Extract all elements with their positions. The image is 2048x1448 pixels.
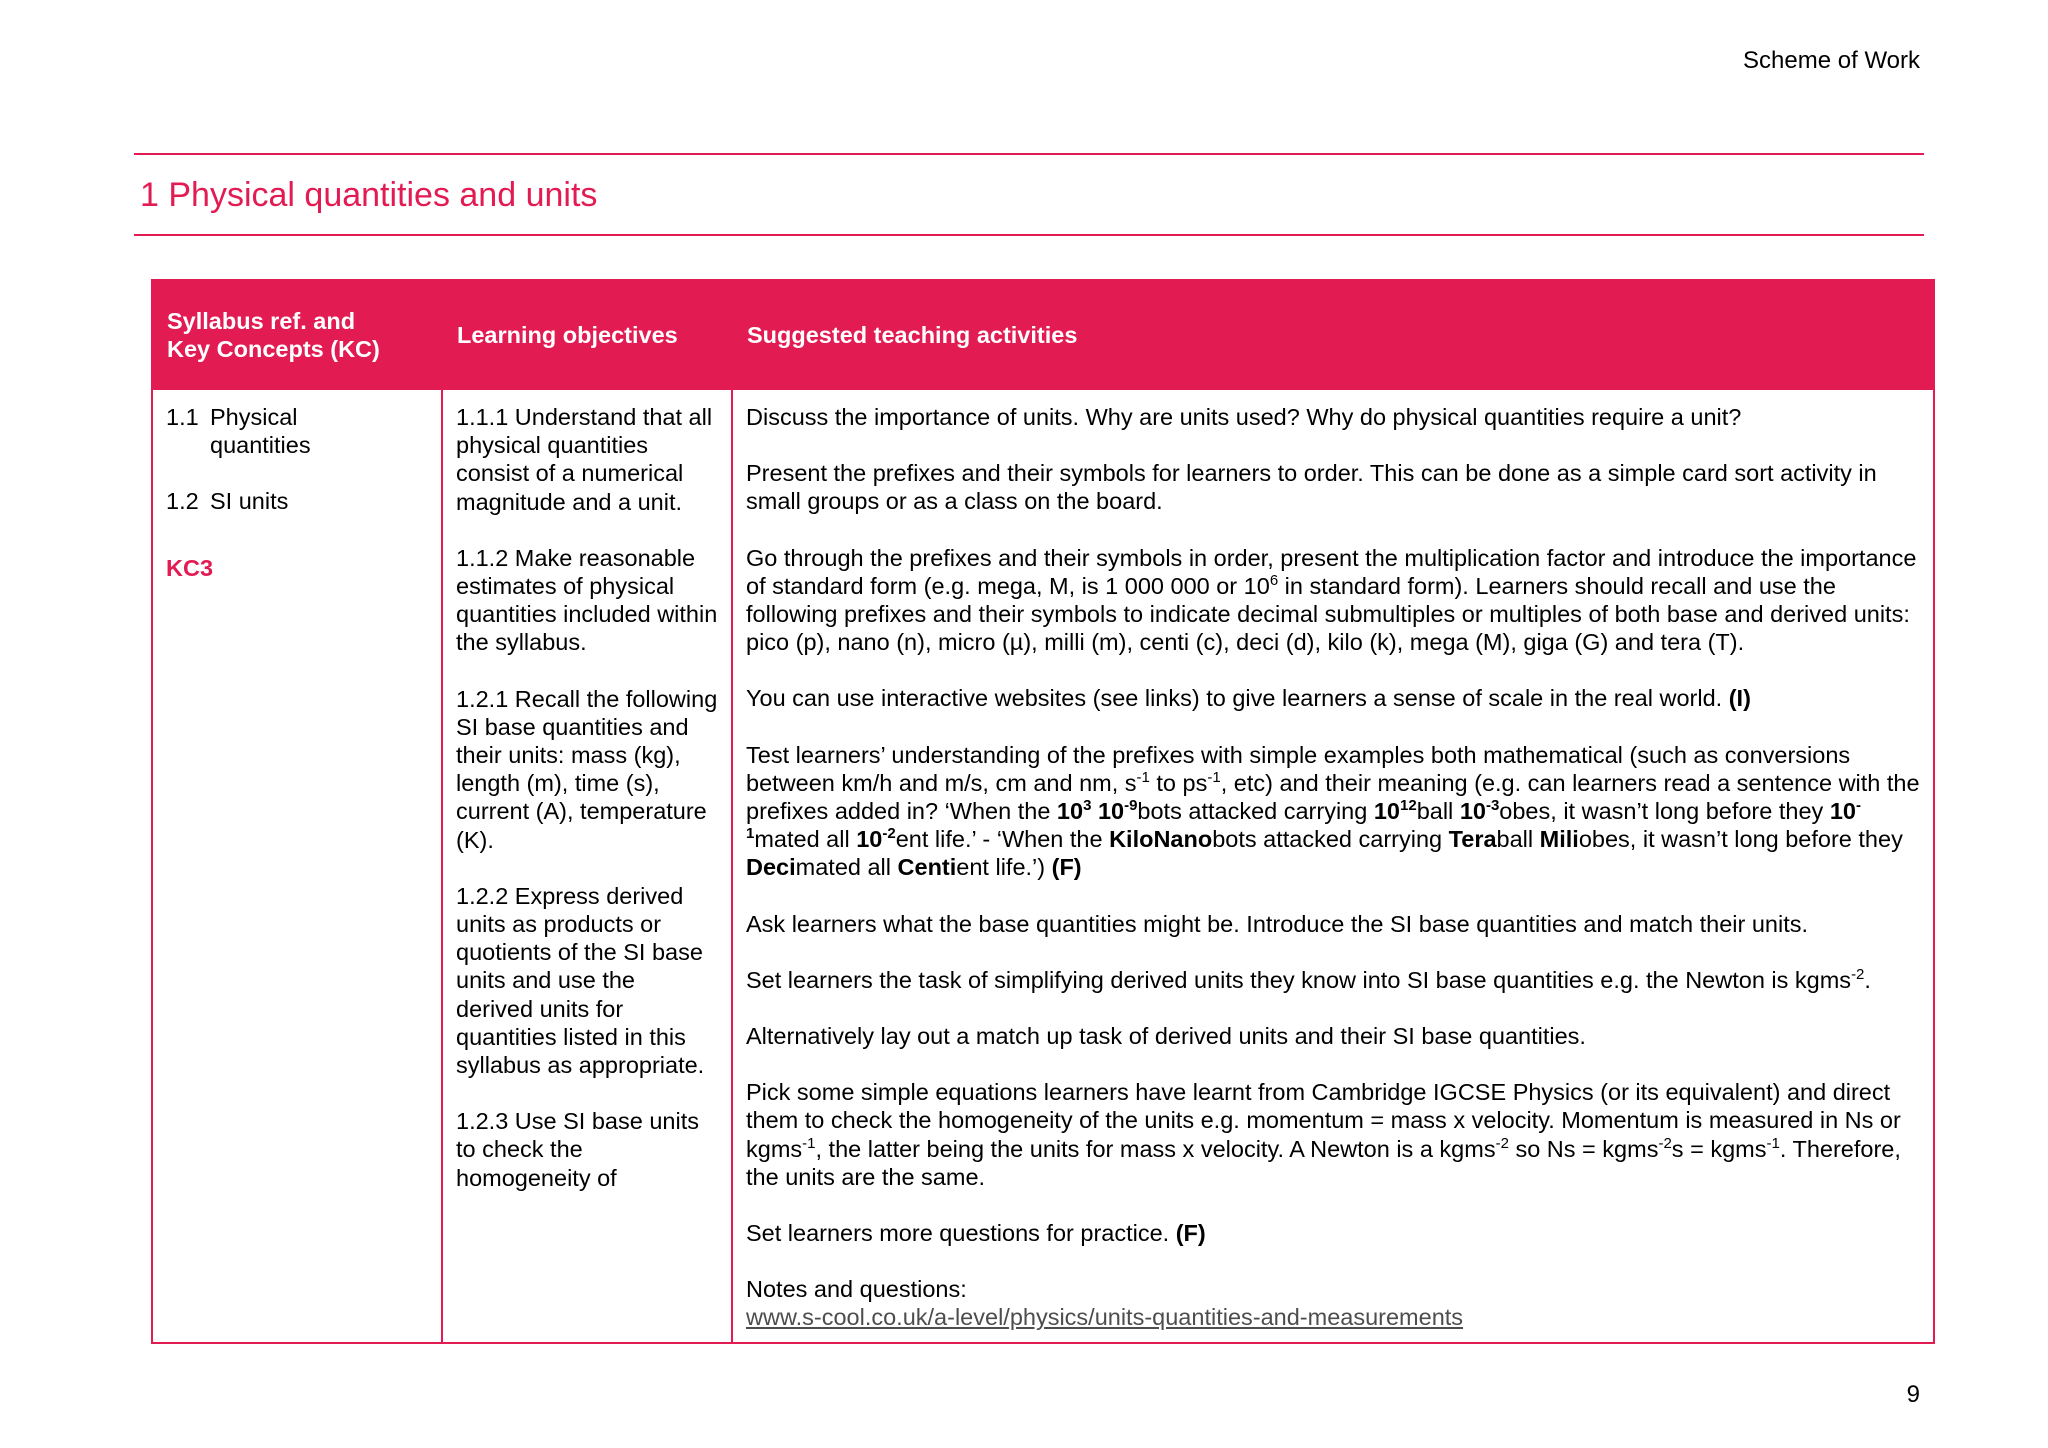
objective-item: 1.1.2 Make reasonable estimates of physical quantities included within the syllabus. (456, 544, 718, 656)
header-syllabus-ref (152, 280, 442, 389)
top-divider (134, 153, 1924, 155)
section-title: 1 Physical quantities and units (140, 176, 598, 214)
objective-item: 1.2.3 Use SI base units to check the homogeneity of (456, 1108, 699, 1191)
key-concept-code: KC3 (166, 554, 214, 581)
activities-cell (732, 389, 1934, 1343)
activity-tag: (F) (1051, 854, 1082, 881)
activity-paragraph: Test learners’ understanding of the prefixes with simple examples both mathematical (such as conversions between km/h and m/s, cm and nm, $s^{-1}$ to $ps^{-1}$, etc) and their meaning (e.g. can learners read a sentence with the prefixes added in? ‘When the $10^3$ $10^{-9}bots$ attacked carrying $10^{12}ball$ $10^{-3}obes$, it wasn’t long before they $10^{-1}mated$ all $10^{-2}ent$ life.’ - ‘When the KiloNanobots attacked carrying Teraball Miliobes, it wasn’t long before they Decimated all Centient life.’) (F) (746, 741, 1920, 881)
objectives-cell (442, 389, 732, 1343)
scheme-of-work-table (151, 279, 1935, 1344)
notes-label: Notes and questions: (746, 1276, 967, 1303)
activity-paragraph: Go through the prefixes and their symbols in order, present the multiplication factor and introduce the importance of standard form (e.g. mega, M, is 1 000 000 or $10^6$ in standard form). Learners should recall and use the following prefixes and their symbols to indicate decimal submultiples or multiples of both base and derived units: pico (p), nano (n), micro (µ), milli (m), centi (c), deci (d), kilo (k), mega (M), giga (G) and tera (T). (746, 544, 1917, 656)
notes-link[interactable]: www.s-cool.co.uk/a-level/physics/units-quantities-and-measurements (746, 1304, 1464, 1331)
objective-item: 1.2.1 Recall the following SI base quantities and their units: mass (kg), length (m), time (s), current (A), temperature (K). (456, 685, 718, 853)
syllabus-cell (152, 389, 442, 1343)
activity-paragraph: Set learners more questions for practice. (F) (746, 1220, 1206, 1247)
activity-paragraph: You can use interactive websites (see links) to give learners a sense of scale in the real world. (I) (746, 685, 1751, 712)
document-label: Scheme of Work (1743, 47, 1920, 74)
header-syllabus-line1: Syllabus ref. and (167, 307, 356, 334)
notes-paragraph (746, 1275, 1920, 1331)
syllabus-item-number: 1.1 (166, 404, 199, 430)
activity-tag: (F) (1175, 1220, 1206, 1247)
objective-item: 1.1.1 Understand that all physical quantities consist of a numerical magnitude and a unit. (456, 404, 713, 515)
activity-paragraph: Present the prefixes and their symbols for learners to order. This can be done as a simple card sort activity in small groups or as a class on the board. (746, 460, 1877, 515)
activity-paragraph: Set learners the task of simplifying derived units they know into SI base quantities e.g. the Newton is kgms$^{-2}$. (746, 966, 1871, 993)
syllabus-item-label: SI units (210, 488, 289, 515)
syllabus-item (166, 487, 428, 515)
activity-paragraph: Pick some simple equations learners have learnt from Cambridge IGCSE Physics (or its equivalent) and direct them to check the homogeneity of the units e.g. momentum = mass x velocity. Momentum is measured in Ns or kgms$^{-1}$, the latter being the units for mass x velocity. A Newton is a kgms$^{-2}$ so Ns = kgms$^{-2}$s = kgms$^{-1}$. Therefore, the units are the same. (746, 1079, 1901, 1190)
syllabus-item-label-line2: quantities (210, 432, 311, 459)
syllabus-item (166, 403, 428, 459)
objective-item: 1.2.2 Express derived units as products or quotients of the SI base units and use the derived units for quantities listed in this syllabus as appropriate. (456, 882, 705, 1079)
header-syllabus-line2: Key Concepts (KC) (167, 335, 380, 362)
bottom-divider (134, 234, 1924, 236)
table-row (152, 389, 1934, 1343)
syllabus-item-number: 1.2 (166, 488, 199, 515)
activity-paragraph: Alternatively lay out a match up task of derived units and their SI base quantities. (746, 1023, 1586, 1050)
table-header-row (152, 280, 1934, 389)
page-number: 9 (1906, 1381, 1920, 1408)
header-learning-objectives: Learning objectives (442, 280, 732, 389)
header-teaching-activities: Suggested teaching activities (732, 280, 1934, 389)
activity-tag: (I) (1728, 685, 1751, 712)
activity-paragraph: Discuss the importance of units. Why are units used? Why do physical quantities require a unit? (746, 404, 1742, 430)
syllabus-item-label-line1: Physical (210, 404, 298, 430)
syllabus-item-label (210, 403, 311, 459)
activity-paragraph: Ask learners what the base quantities might be. Introduce the SI base quantities and match their units. (746, 910, 1809, 937)
